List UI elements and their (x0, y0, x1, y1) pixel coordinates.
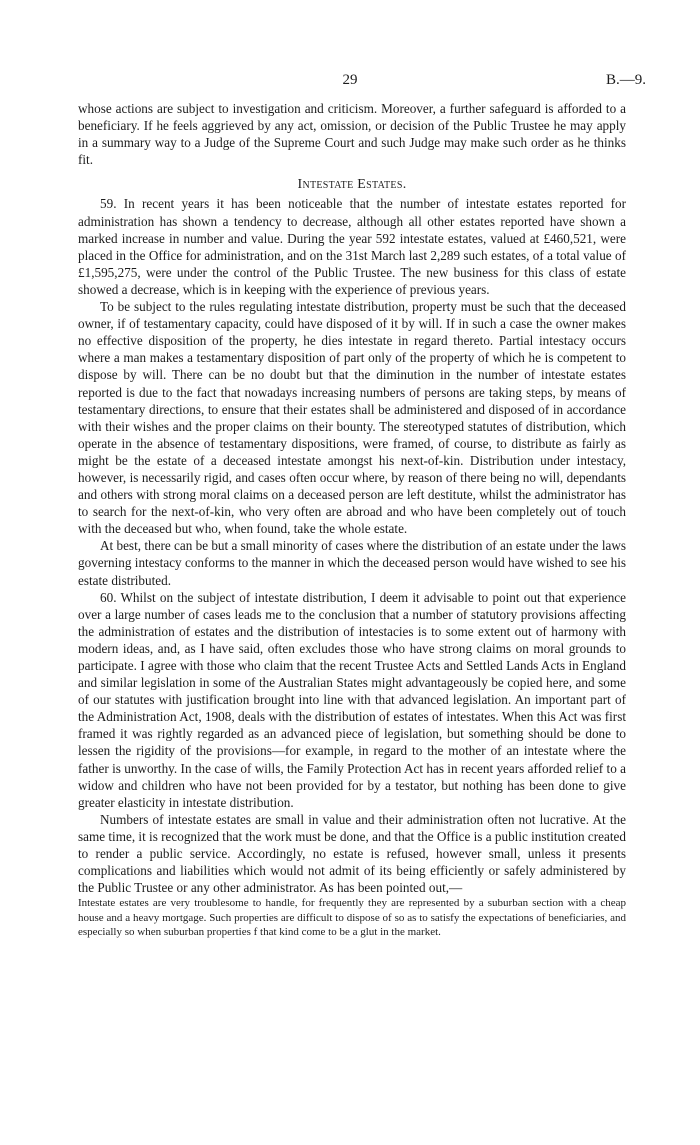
paragraph-59: 59. In recent years it has been noticeable that the number of intestate estates reported for administration has shown a tendency to decrease, although all other estates reported have shown a marked increase in number and value. During the year 592 intestate estates, valued at £460,521, were placed in the Office for administration, and on the 31st March last 2,289 such estates, of a total value of £1,595,275, were under the control of the Public Trustee. The new business for this class of estate showed a decrease, which is in keeping with the experience of previous years. (78, 196, 626, 297)
paragraph-continuation: whose actions are subject to investigation and criticism. Moreover, a further safeguard is afforded to a beneficiary. If he feels aggrieved by any act, omission, or decision of the Public Trustee he may apply in a summary way to a Judge of the Supreme Court and such Judge may make such order as he thinks fit. (78, 101, 626, 168)
page-number: 29 (342, 72, 358, 88)
section-heading: Intestate Estates. (297, 177, 407, 193)
paragraph-60: 60. Whilst on the subject of intestate distribution, I deem it advisable to point out that experience over a large number of cases leads me to the conclusion that a number of statutory provisions affecting the administration of estates and the distribution of intestacies is to some extent out of harmony with modern ideas, and, as I have said, often excludes those who have strong claims on moral grounds to participate. I agree with those who claim that the recent Trustee Acts and Settled Lands Acts in England and similar legislation in some of the Australian States might advantageously be copied here, and some of our statutes with justification brought into line with that advanced legislation. An important part of the Administration Act, 1908, deals with the distribution of estates of intestates. When this Act was first framed it was rightly regarded as an advanced piece of legislation, but something should be done to lessen the rigidity of the provisions—for example, in regard to the mother of an intestate where the father is unworthy. In the case of wills, the Family Protection Act has in recent years afforded relief to a widow and children who have not been provided for by a testator, but nothing has been done to give greater elasticity in intestate distribution. (78, 589, 626, 810)
paragraph-at-best: At best, there can be but a small minority of cases where the distribution of an estate under the laws governing intestacy conforms to the manner in which the deceased person would have wished to see his estate distributed. (78, 538, 626, 588)
paragraph-numbers: Numbers of intestate estates are small in value and their administration often not lucrative. At the same time, it is recognized that the work must be done, and that the Office is a public institution created to render a public service. Accordingly, no estate is refused, however small, unless it presents complications and liabilities which would not admit of its being efficiently or safely administered by the Public Trustee or any other administrator. As has been pointed out,— (78, 811, 626, 896)
block-quote: Intestate estates are very troublesome to handle, for frequently they are represented by a suburban section with a cheap house and a heavy mortgage. Such properties are difficult to dispose of so as to satisfy the expectations of beneficiaries, and especially so when suburban properties f that kind come to be a glut in the market. (78, 897, 626, 939)
page-body (78, 100, 626, 940)
document-reference: B.—9. (605, 72, 646, 88)
paragraph-rules: To be subject to the rules regulating intestate distribution, property must be such that the deceased owner, if of testamentary capacity, could have disposed of it by will. If in such a case the owner makes no effective disposition of the property, he dies intestate in regard thereto. Partial intestacy occurs where a man makes a testamentary disposition of part only of the property of which he is competent to dispose by will. There can be no doubt but that the diminution in the number of intestate estates reported is due to the fact that nowadays increasing numbers of persons are taking steps, by means of testamentary directions, to ensure that their estates shall be administered and disposed of in accordance with their wishes and the proper claims on their bounty. The stereotyped statutes of distribution, which operate in the absence of testamentary dispositions, were framed, of course, to distribute as fairly as might be the estate of a deceased intestate amongst his next-of-kin. Distribution under intestacy, however, is necessarily rigid, and cases often occur where, by reason of there being no will, dependants and others with strong moral claims on a deceased person are left destitute, whilst the administrator has to search for the next-of-kin, who very often are abroad and who have been completely out of touch with the deceased but who, when found, take the whole estate. (78, 299, 626, 537)
